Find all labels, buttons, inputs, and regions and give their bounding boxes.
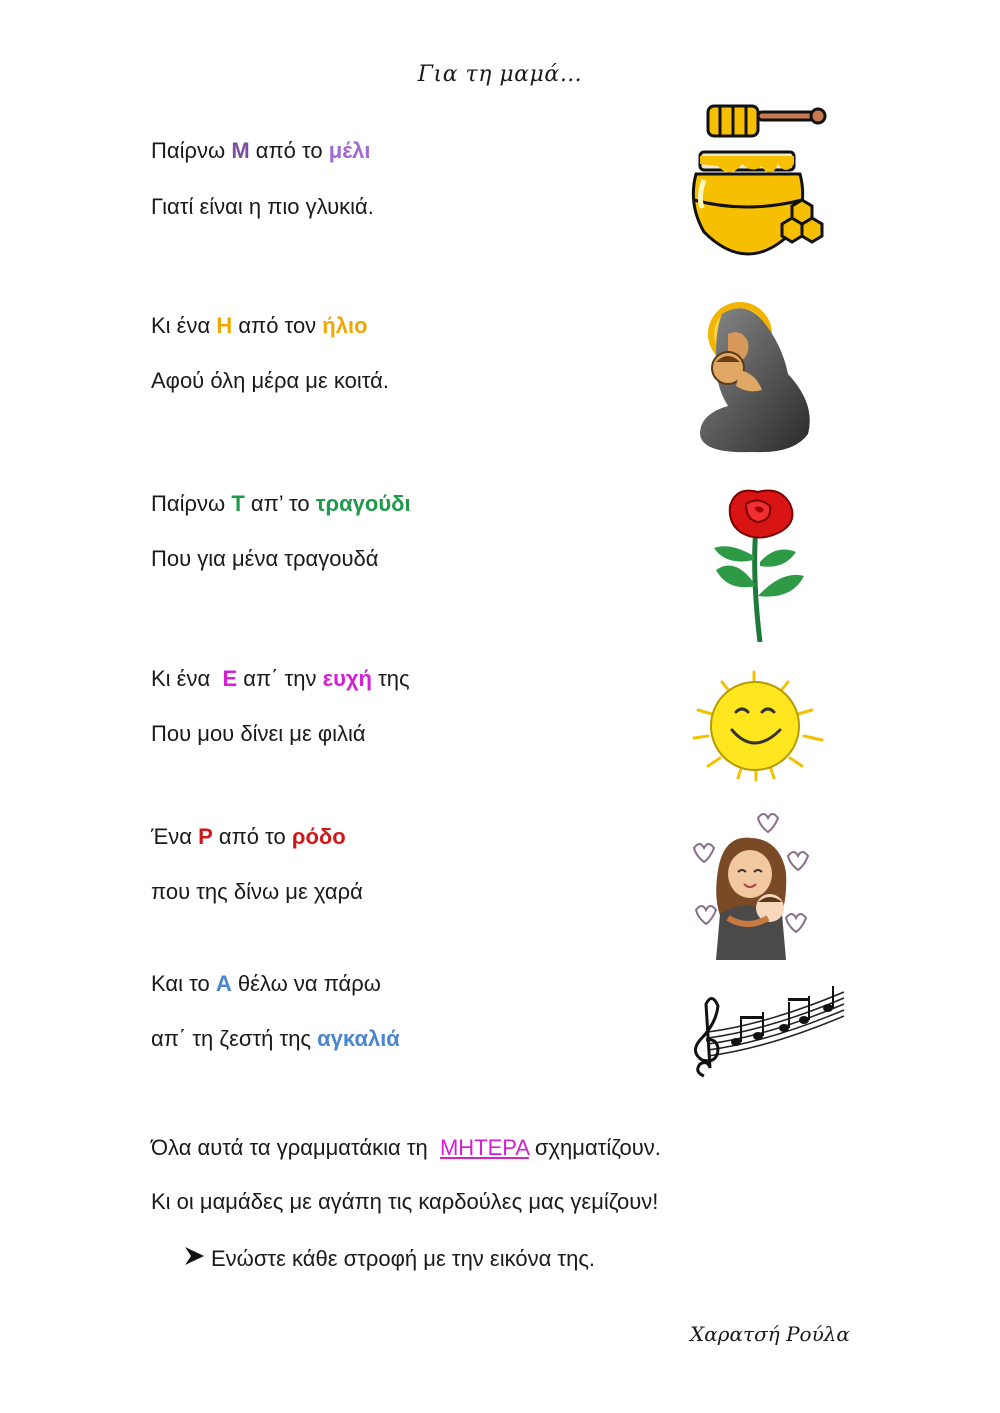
stanza-6-line-2: απ΄ τη ζεστή της αγκαλιά [151, 1026, 400, 1051]
highlight-letter: Ε [222, 666, 238, 691]
stanza-1-line-2: Γιατί είναι η πιο γλυκιά. [151, 194, 374, 219]
highlight-word: μέλι [328, 138, 371, 163]
stanza-3-line-2: Που για μένα τραγουδά [151, 546, 379, 571]
highlight-word: ήλιο [322, 313, 368, 338]
mother-hug-icon [688, 810, 813, 970]
music-notes-icon [688, 984, 848, 1089]
closing-line-2: Κι οι μαμάδες με αγάπη τις καρδούλες μας γεμίζουν! [151, 1189, 659, 1214]
stanza-2-line-2: Αφού όλη μέρα με κοιτά. [151, 368, 389, 393]
stanza-5-line-2: που της δίνω με χαρά [151, 879, 363, 904]
mitera-word: ΜΗΤΕΡΑ [439, 1135, 529, 1160]
highlight-word: αγκαλιά [317, 1026, 400, 1051]
instruction: Ενώστε κάθε στροφή με την εικόνα της. [183, 1246, 595, 1272]
highlight-word: ρόδο [291, 824, 346, 849]
page-title: Για τη μαμά… [417, 62, 583, 87]
signature: Χαρατσή Ρούλα [690, 1322, 850, 1346]
stanza-4-line-2: Που μου δίνει με φιλιά [151, 721, 366, 746]
stanza-1-line-1: Παίρνω Μ από το μέλι [151, 138, 371, 163]
stanza-2-line-1: Κι ένα Η από τον ήλιο [151, 313, 368, 338]
mother-child-icon [692, 294, 817, 459]
highlight-letter: Μ [231, 138, 250, 163]
highlight-letter: Η [216, 313, 233, 338]
highlight-word: ευχή [322, 666, 372, 691]
sun-icon [688, 670, 828, 787]
stanza-3-line-1: Παίρνω Τ απ’ το τραγούδι [151, 491, 411, 516]
closing-line-1: Όλα αυτά τα γραμματάκια τη ΜΗΤΕΡΑ σχηματίζουν. [151, 1135, 661, 1160]
stanza-6-line-1: Και το Α θέλω να πάρω [151, 971, 381, 996]
highlight-word: τραγούδι [315, 491, 411, 516]
highlight-letter: Τ [231, 491, 245, 516]
honey-pot-icon [686, 104, 831, 261]
rose-icon [700, 486, 812, 651]
highlight-letter: Α [215, 971, 232, 996]
stanza-5-line-1: Ένα Ρ από το ρόδο [151, 824, 346, 849]
stanza-4-line-1: Κι ένα Ε απ΄ την ευχή της [151, 666, 410, 691]
highlight-letter: Ρ [198, 824, 213, 849]
arrow-bullet-icon [183, 1246, 205, 1272]
